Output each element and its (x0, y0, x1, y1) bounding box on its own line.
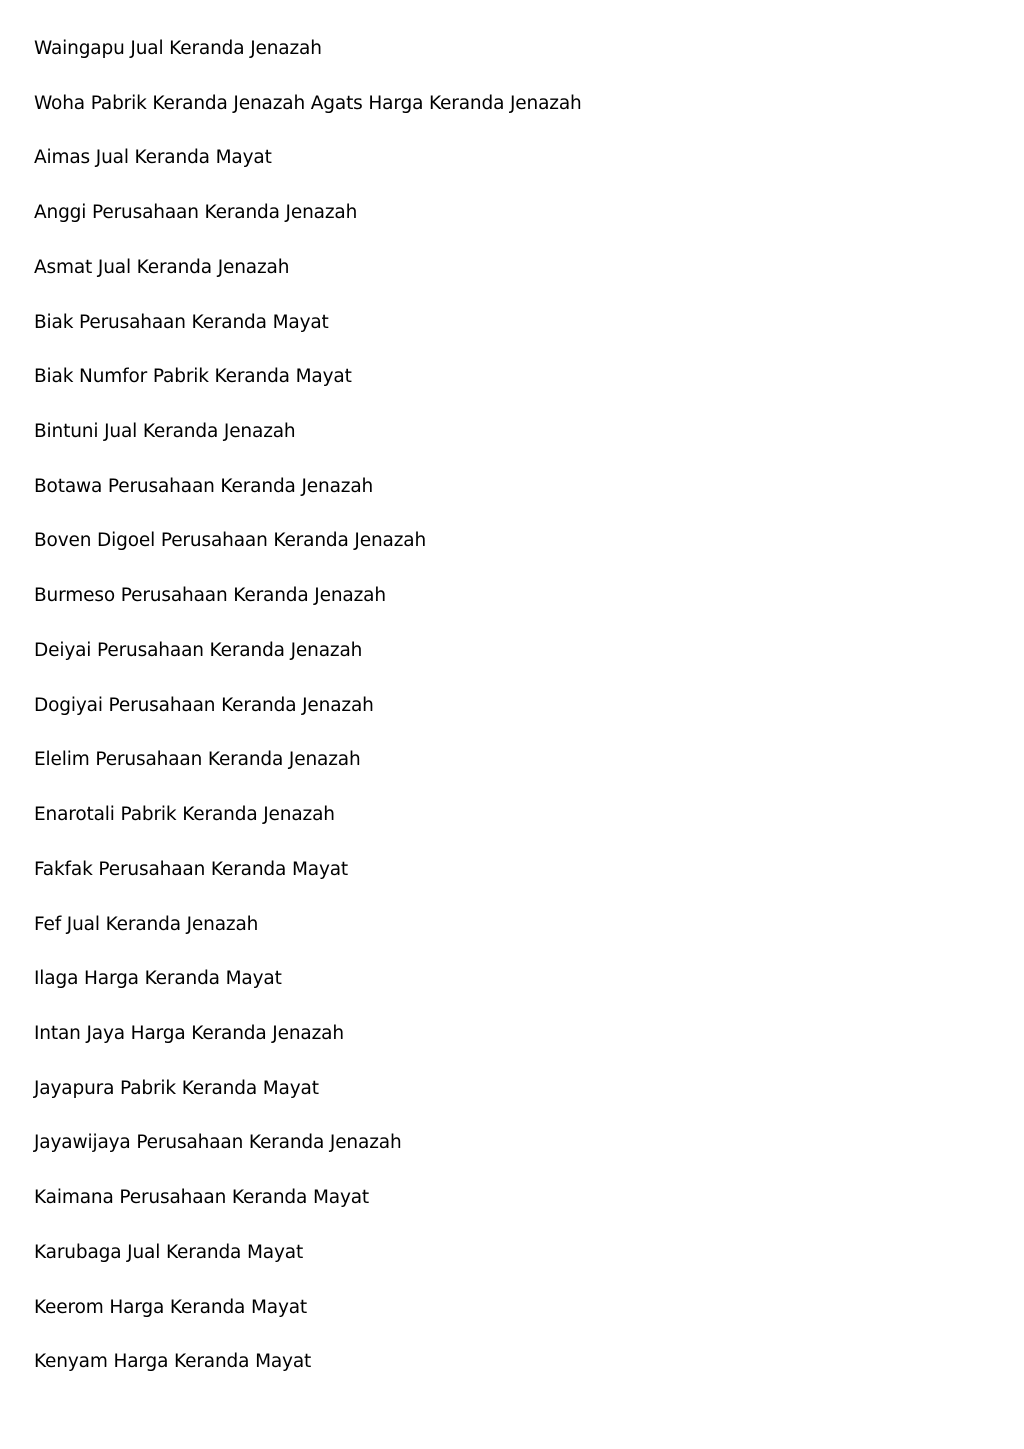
list-item: Boven Digoel Perusahaan Keranda Jenazah (34, 530, 427, 552)
list-item: Intan Jaya Harga Keranda Jenazah (34, 1022, 344, 1044)
list-item: Biak Numfor Pabrik Keranda Mayat (34, 366, 352, 388)
list-item: Bintuni Jual Keranda Jenazah (34, 421, 296, 443)
list-item: Jayawijaya Perusahaan Keranda Jenazah (34, 1132, 402, 1154)
list-item: Keerom Harga Keranda Mayat (34, 1296, 308, 1318)
list-item: Fef Jual Keranda Jenazah (34, 913, 259, 935)
list-item: Jayapura Pabrik Keranda Mayat (34, 1077, 319, 1099)
list-item: Elelim Perusahaan Keranda Jenazah (34, 749, 361, 771)
list-item: Deiyai Perusahaan Keranda Jenazah (34, 639, 363, 661)
list-item: Kaimana Perusahaan Keranda Mayat (34, 1187, 370, 1209)
list-item: Aimas Jual Keranda Mayat (34, 147, 272, 169)
keyword-list (34, 37, 582, 1405)
list-item: Dogiyai Perusahaan Keranda Jenazah (34, 694, 374, 716)
list-item: Kenyam Harga Keranda Mayat (34, 1351, 312, 1373)
list-item: Karubaga Jual Keranda Mayat (34, 1241, 304, 1263)
list-item: Fakfak Perusahaan Keranda Mayat (34, 858, 349, 880)
list-item: Waingapu Jual Keranda Jenazah (34, 38, 322, 59)
list-item: Burmeso Perusahaan Keranda Jenazah (34, 585, 386, 607)
list-item: Anggi Perusahaan Keranda Jenazah (34, 202, 358, 224)
list-item: Woha Pabrik Keranda Jenazah Agats Harga Keranda Jenazah (34, 92, 582, 114)
list-item: Ilaga Harga Keranda Mayat (34, 968, 282, 990)
list-item: Botawa Perusahaan Keranda Jenazah (34, 475, 374, 497)
list-item: Asmat Jual Keranda Jenazah (34, 256, 290, 278)
list-item: Biak Perusahaan Keranda Mayat (34, 311, 329, 333)
list-item: Enarotali Pabrik Keranda Jenazah (34, 804, 335, 826)
